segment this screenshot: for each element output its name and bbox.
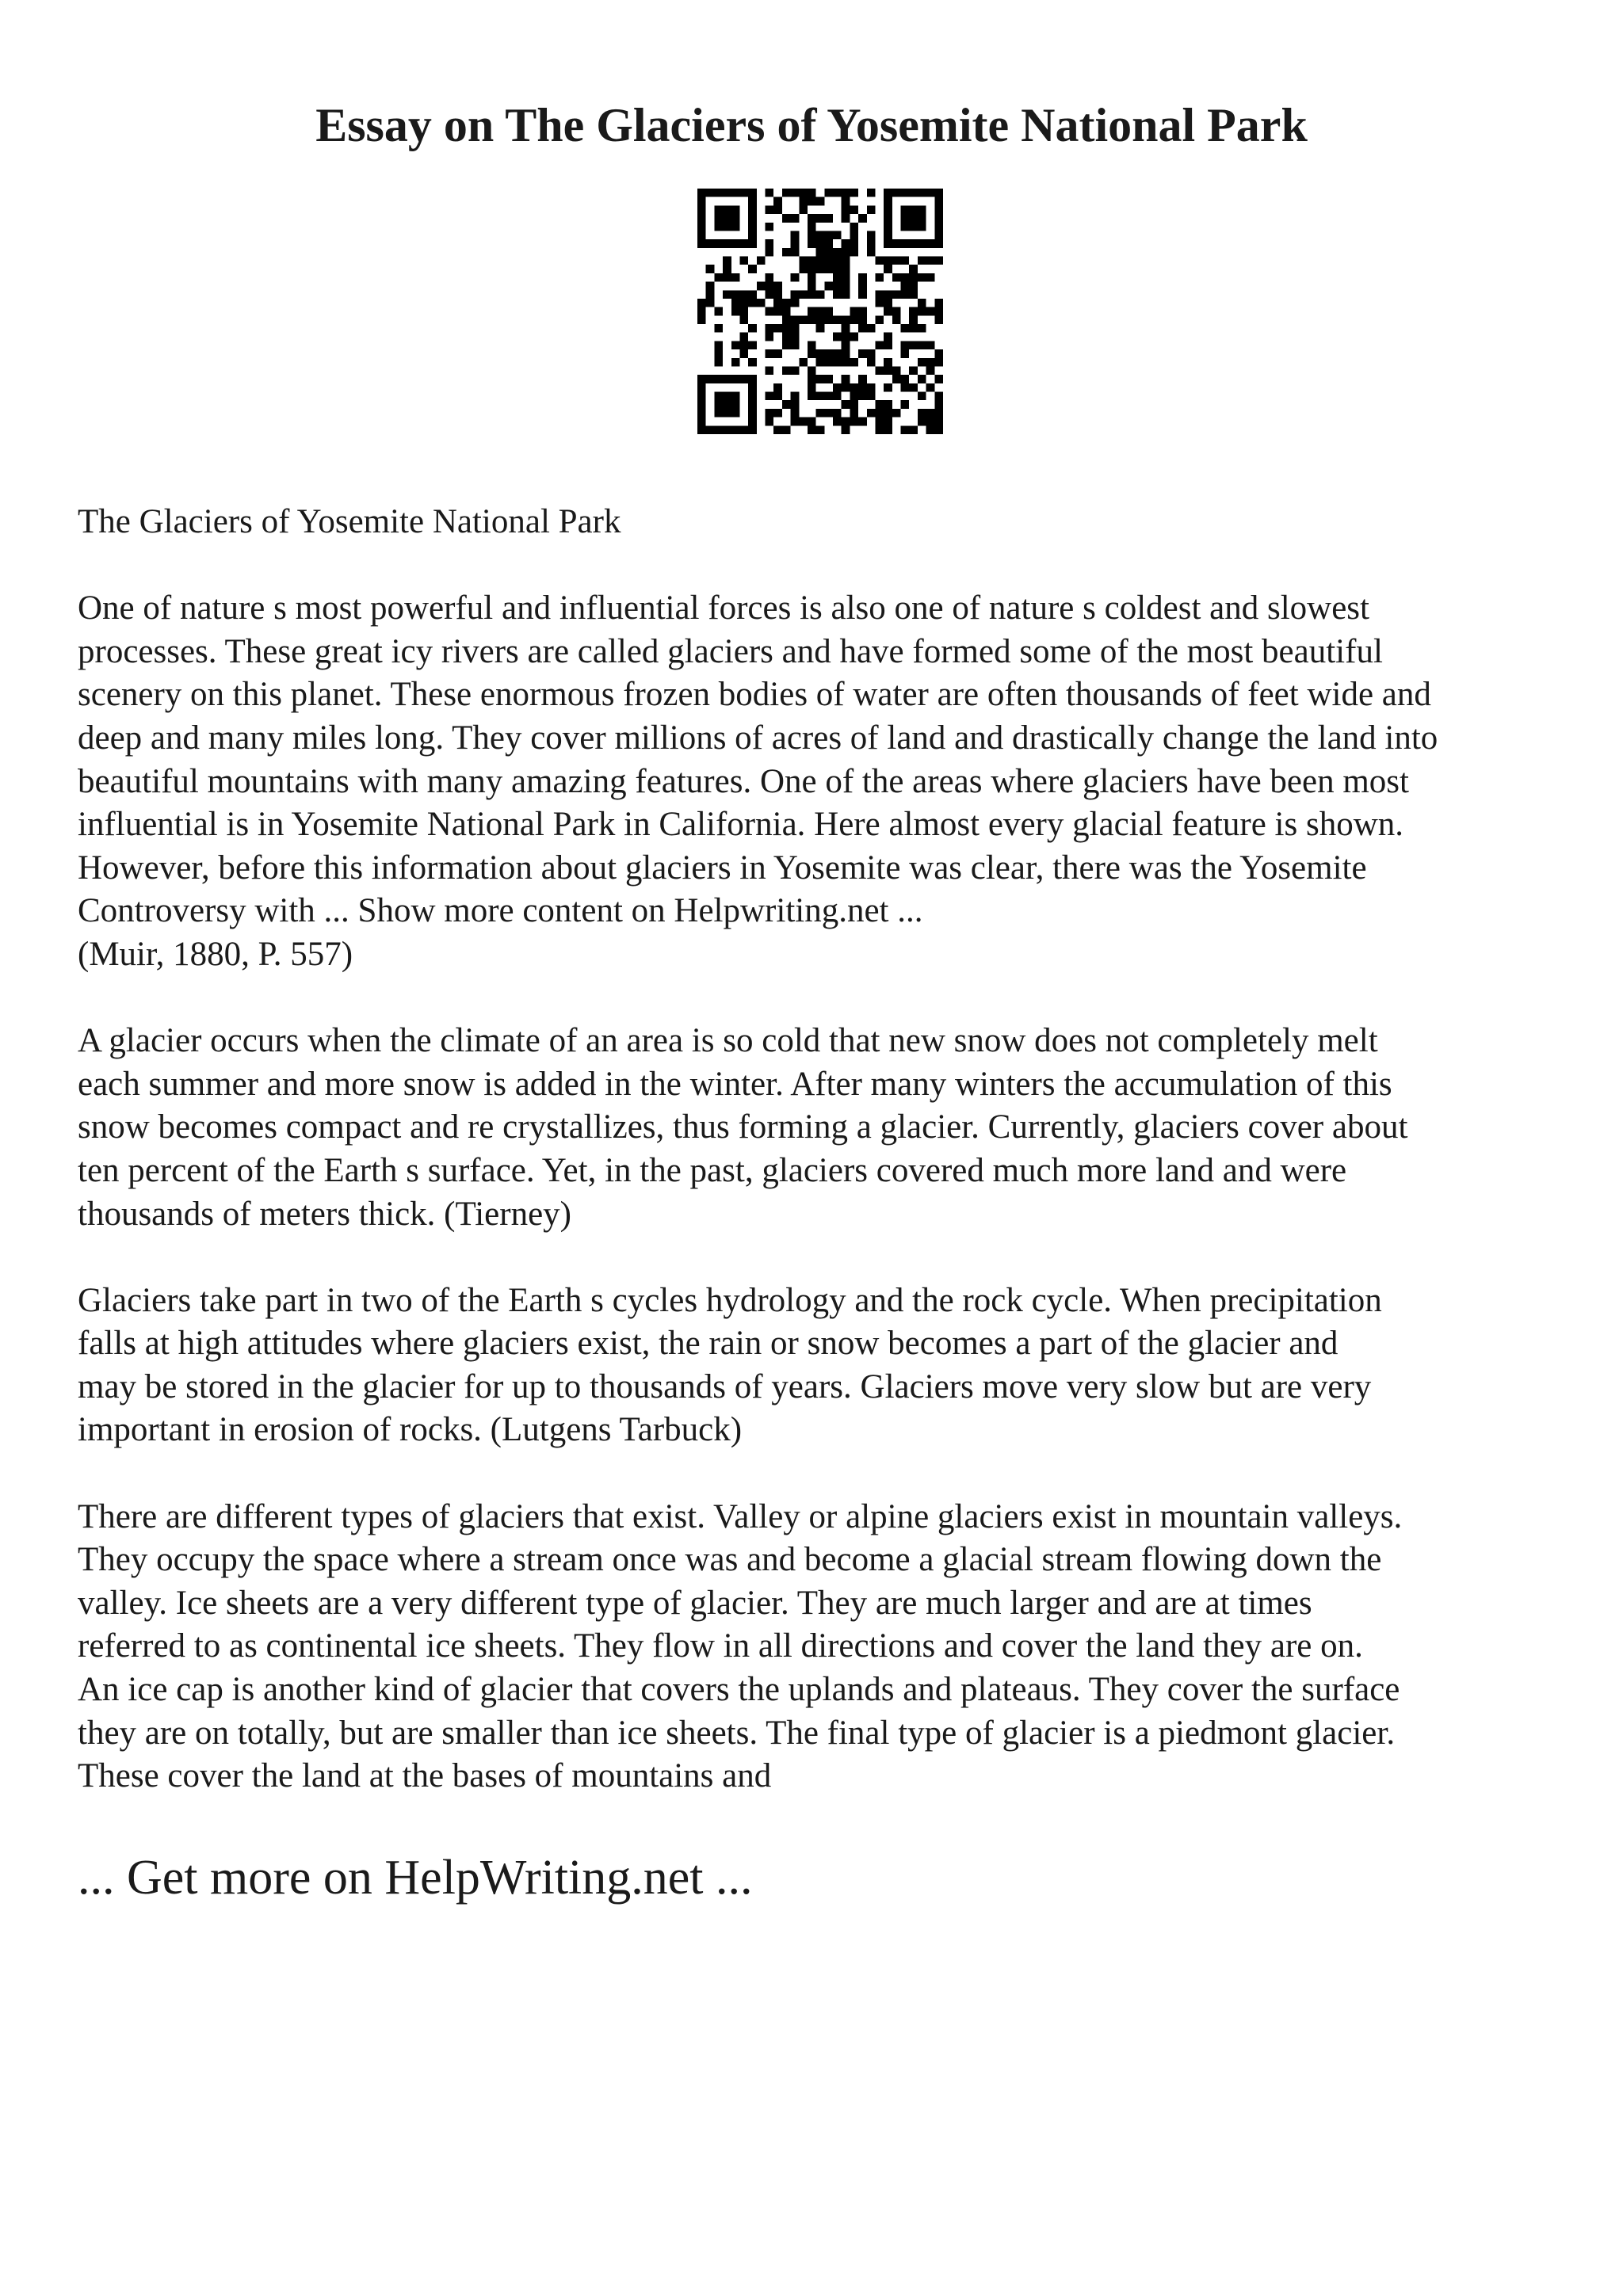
get-more-link[interactable]: ... Get more on HelpWriting.net ... (78, 1851, 753, 1905)
paragraph-1: One of nature s most powerful and influential forces is also one of nature s coldest and slowest processes. These great icy rivers are called glaciers and have formed some of the most beautiful scenery on this planet. These enormous frozen bodies of water are often thousands of feet wide and deep and many miles long. They cover millions of acres of land and drastically change the land into beautiful mountains with many amazing features. One of the areas where glaciers have been most influential is in Yosemite National Park in California. Here almost every glacial feature is shown. However, before this information about glaciers in Yosemite was clear, there was the Yosemite Controversy with ... Show more content on Helpwriting.net ... (Muir, 1880, P. 557) (78, 589, 1438, 973)
essay-subtitle: The Glaciers of Yosemite National Park (78, 503, 621, 540)
paragraph-2: A glacier occurs when the climate of an area is so cold that new snow does not completely melt each summer and more snow is added in the winter. After many winters the accumulation of this snow becomes compact and re crystallizes, thus forming a glacier. Currently, glaciers cover about ten percent of the Earth s surface. Yet, in the past, glaciers covered much more land and were thousands of meters thick. (Tierney) (78, 1022, 1408, 1233)
qr-code-graphic (697, 189, 943, 434)
qr-code-icon (697, 189, 943, 434)
paragraph-3: Glaciers take part in two of the Earth s cycles hydrology and the rock cycle. When precipitation falls at high attitudes where glaciers exist, the rain or snow becomes a part of the glacier and may be stored in the glacier for up to thousands of years. Glaciers move very slow but are very important in erosion of rocks. (Lutgens Tarbuck) (78, 1281, 1382, 1449)
essay-body (78, 501, 1568, 1841)
paragraph-4: There are different types of glaciers that exist. Valley or alpine glaciers exist in mountain valleys. They occupy the space where a stream once was and become a glacial stream flowing down the valley. Ice sheets are a very different type of glacier. They are much larger and are at times referred to as continental ice sheets. They flow in all directions and cover the land they are on. An ice cap is another kind of glacier that covers the uplands and plateaus. They cover the surface they are on totally, but are smaller than ice sheets. The final type of glacier is a piedmont glacier. These cover the land at the bases of mountains and (78, 1497, 1403, 1795)
page-title: Essay on The Glaciers of Yosemite National Park (315, 99, 1308, 151)
